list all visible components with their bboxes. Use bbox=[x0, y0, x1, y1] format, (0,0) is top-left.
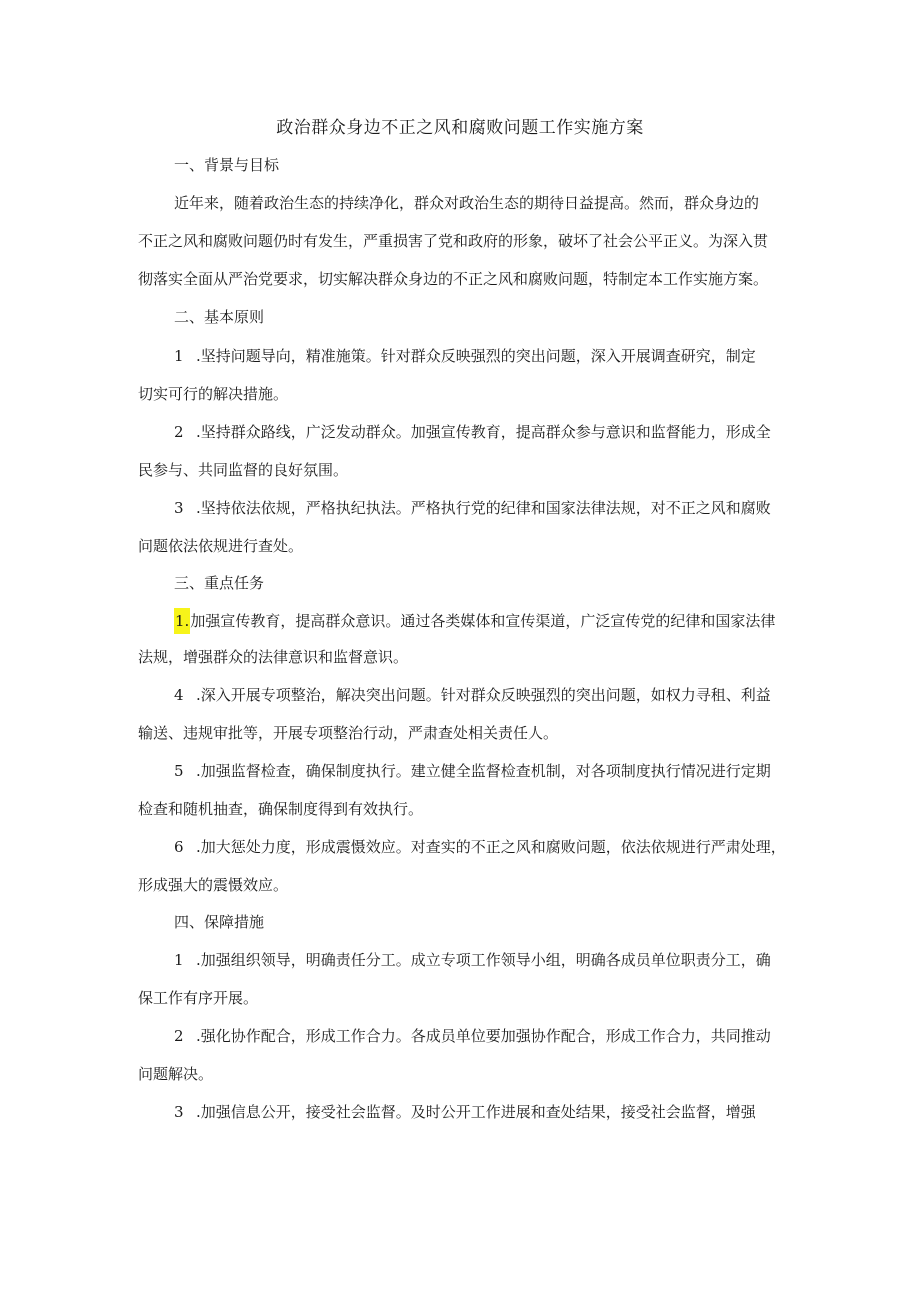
item-number: 3 bbox=[174, 1103, 184, 1121]
section-heading-key-tasks: 三、重点任务 bbox=[174, 574, 265, 592]
item-text-continued: 法规，增强群众的法律意识和监督意识。 bbox=[138, 648, 409, 666]
item-text: .坚持群众路线，广泛发动群众。加强宣传教育，提高群众参与意识和监督能力，形成全 bbox=[196, 423, 771, 441]
item-text-continued: 输送、违规审批等，开展专项整治行动，严肃查处相关责任人。 bbox=[138, 724, 559, 742]
item-number: 1 bbox=[174, 951, 184, 969]
list-item bbox=[174, 608, 775, 634]
item-text: .加强组织领导，明确责任分工。成立专项工作领导小组，明确各成员单位职责分工，确 bbox=[196, 951, 771, 969]
item-text: .坚持问题导向，精准施策。针对群众反映强烈的突出问题，深入开展调查研究，制定 bbox=[196, 347, 756, 365]
list-item bbox=[174, 836, 786, 858]
highlighted-number: 1. bbox=[174, 608, 190, 634]
item-text-continued: 问题依法依规进行查处。 bbox=[138, 537, 304, 555]
item-text: .强化协作配合，形成工作合力。各成员单位要加强协作配合，形成工作合力，共同推动 bbox=[196, 1027, 771, 1045]
paragraph-line: 不正之风和腐败问题仍时有发生，严重损害了党和政府的形象，破坏了社会公平正义。为深入贯 bbox=[138, 232, 769, 250]
list-item bbox=[174, 421, 771, 443]
item-text-continued: 保工作有序开展。 bbox=[138, 989, 259, 1007]
section-heading-background: 一、背景与目标 bbox=[174, 156, 280, 174]
list-item bbox=[174, 684, 771, 706]
item-number: 2 bbox=[174, 423, 184, 441]
list-item bbox=[174, 1025, 771, 1047]
item-text: 加强宣传教育，提高群众意识。通过各类媒体和宣传渠道，广泛宣传党的纪律和国家法律 bbox=[190, 612, 776, 630]
item-text: .加强信息公开，接受社会监督。及时公开工作进展和查处结果，接受社会监督，增强 bbox=[196, 1103, 756, 1121]
section-heading-safeguards: 四、保障措施 bbox=[174, 913, 265, 931]
item-number: 6 bbox=[174, 838, 184, 856]
item-text-continued: 形成强大的震慑效应。 bbox=[138, 876, 289, 894]
item-text: .坚持依法依规，严格执纪执法。严格执行党的纪律和国家法律法规，对不正之风和腐败 bbox=[196, 499, 771, 517]
list-item bbox=[174, 345, 756, 367]
item-number: 4 bbox=[174, 686, 184, 704]
list-item bbox=[174, 1101, 756, 1123]
item-text: .加强监督检查，确保制度执行。建立健全监督检查机制，对各项制度执行情况进行定期 bbox=[196, 762, 771, 780]
item-text-continued: 切实可行的解决措施。 bbox=[138, 385, 289, 403]
paragraph-line: 近年来，随着政治生态的持续净化，群众对政治生态的期待日益提高。然而，群众身边的 bbox=[174, 194, 760, 212]
list-item bbox=[174, 949, 771, 971]
item-text: .深入开展专项整治，解决突出问题。针对群众反映强烈的突出问题，如权力寻租、利益 bbox=[196, 686, 771, 704]
paragraph-line: 彻落实全面从严治党要求，切实解决群众身边的不正之风和腐败问题，特制定本工作实施方案。 bbox=[138, 270, 769, 288]
item-text-continued: 民参与、共同监督的良好氛围。 bbox=[138, 461, 349, 479]
list-item bbox=[174, 497, 771, 519]
item-number: 3 bbox=[174, 499, 184, 517]
list-item bbox=[174, 760, 771, 782]
item-text: .加大惩处力度，形成震慑效应。对查实的不正之风和腐败问题，依法依规进行严肃处理， bbox=[196, 838, 786, 856]
item-number: 5 bbox=[174, 762, 184, 780]
item-text-continued: 问题解决。 bbox=[138, 1065, 214, 1083]
item-number: 2 bbox=[174, 1027, 184, 1045]
item-number: 1 bbox=[174, 347, 184, 365]
document-title: 政治群众身边不正之风和腐败问题工作实施方案 bbox=[276, 118, 644, 138]
section-heading-principles: 二、基本原则 bbox=[174, 308, 265, 326]
item-text-continued: 检查和随机抽查，确保制度得到有效执行。 bbox=[138, 800, 424, 818]
